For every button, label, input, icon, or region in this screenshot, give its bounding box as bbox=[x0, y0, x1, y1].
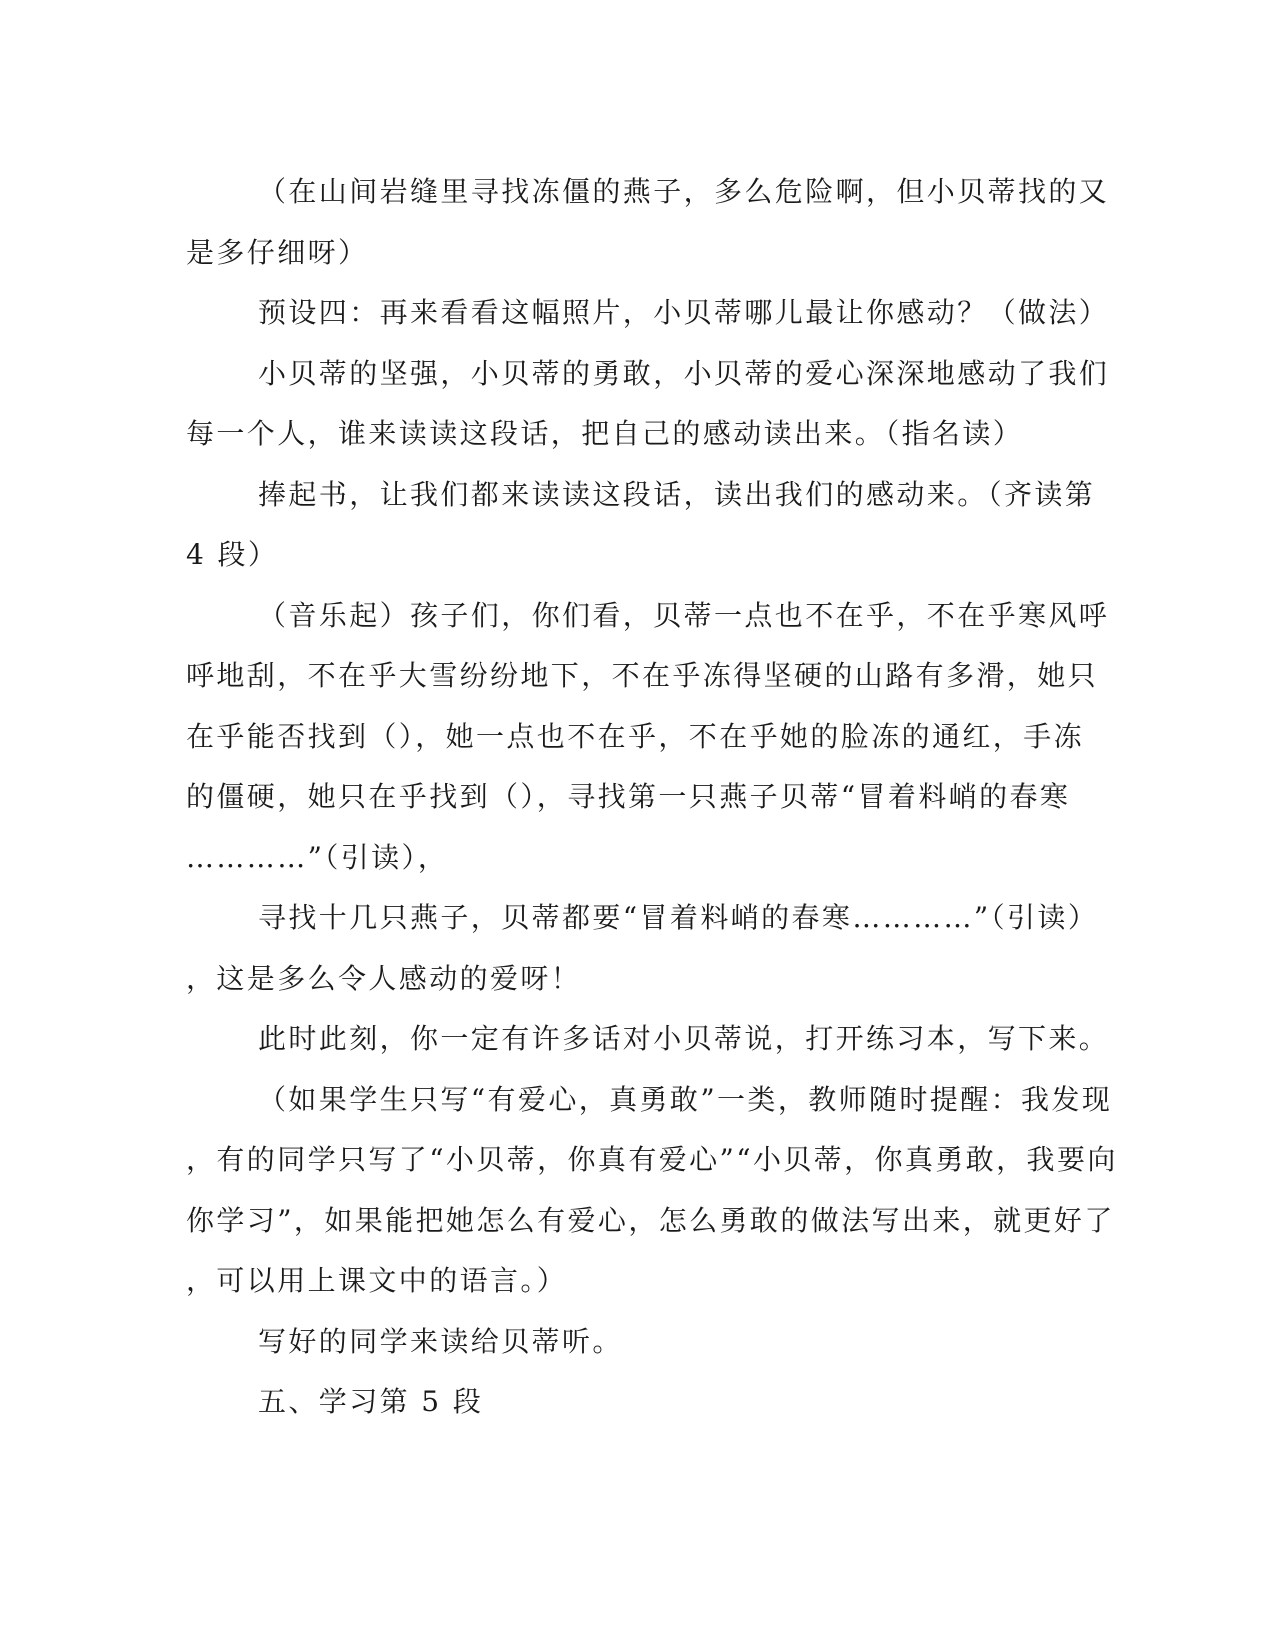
text-line: 小贝蒂的坚强，小贝蒂的勇敢，小贝蒂的爱心深深地感动了我们 bbox=[258, 356, 1110, 390]
text-line: 你学习”，如果能把她怎么有爱心，怎么勇敢的做法写出来，就更好了 bbox=[186, 1203, 1115, 1237]
text-line: （在山间岩缝里寻找冻僵的燕子，多么危险啊，但小贝蒂找的又 bbox=[258, 175, 1110, 208]
text-line: （如果学生只写“有爱心，真勇敢”一类，教师随时提醒：我发现 bbox=[258, 1082, 1113, 1116]
text-line: 寻找十几只燕子，贝蒂都要“冒着料峭的春寒…………”（引读） bbox=[258, 901, 1099, 934]
paragraph-5 bbox=[186, 586, 1110, 889]
text-line: 在乎能否找到（），她一点也不在乎，不在乎她的脸冻的通红，手冻 bbox=[186, 719, 1085, 753]
paragraph-9 bbox=[186, 1312, 1076, 1373]
paragraph-8 bbox=[186, 1070, 1118, 1312]
section-heading-5 bbox=[186, 1372, 1076, 1433]
paragraph-1 bbox=[186, 162, 1110, 283]
text-line: 写好的同学来读给贝蒂听。 bbox=[258, 1324, 623, 1358]
paragraph-2 bbox=[186, 283, 1110, 344]
text-line: 五、学习第 5 段 bbox=[258, 1385, 484, 1418]
text-line: 4 段） bbox=[186, 538, 279, 571]
text-line: （音乐起）孩子们，你们看，贝蒂一点也不在乎，不在乎寒风呼 bbox=[258, 598, 1110, 632]
paragraph-7 bbox=[186, 1009, 1110, 1070]
paragraph-4 bbox=[186, 465, 1096, 586]
text-line: 每一个人，谁来读读这段话，把自己的感动读出来。（指名读） bbox=[186, 417, 1024, 450]
paragraph-6 bbox=[186, 888, 1099, 1009]
document-body bbox=[186, 162, 1118, 1433]
text-line: 捧起书，让我们都来读读这段话，读出我们的感动来。（齐读第 bbox=[258, 477, 1096, 511]
text-line: ，有的同学只写了“小贝蒂，你真有爱心”“小贝蒂，你真勇敢，我要向 bbox=[186, 1143, 1118, 1176]
paragraph-3 bbox=[186, 344, 1110, 465]
text-line: 是多仔细呀） bbox=[186, 235, 369, 269]
text-line: …………”（引读）， bbox=[186, 840, 449, 874]
text-line: ，可以用上课文中的语言。） bbox=[186, 1264, 568, 1297]
text-line: 呼地刮，不在乎大雪纷纷地下，不在乎冻得坚硬的山路有多滑，她只 bbox=[186, 659, 1099, 692]
text-line: 的僵硬，她只在乎找到（），寻找第一只燕子贝蒂“冒着料峭的春寒 bbox=[186, 780, 1071, 813]
text-line: 预设四：再来看看这幅照片，小贝蒂哪儿最让你感动？（做法） bbox=[258, 296, 1110, 329]
text-line: 此时此刻，你一定有许多话对小贝蒂说，打开练习本，写下来。 bbox=[258, 1022, 1110, 1055]
text-line: ，这是多么令人感动的爱呀！ bbox=[186, 961, 582, 995]
